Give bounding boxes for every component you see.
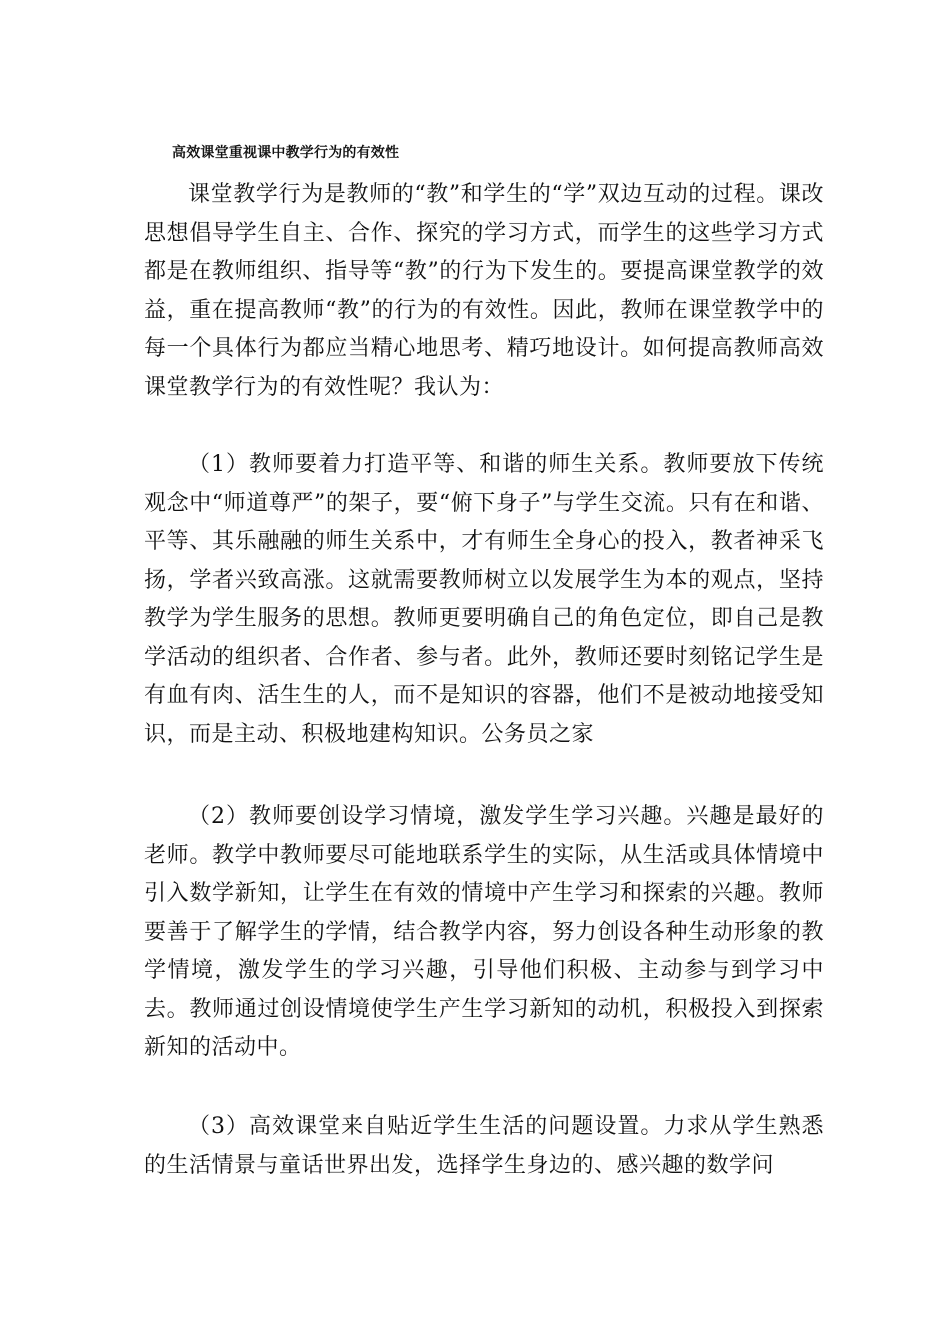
paragraph-point-3: （3）高效课堂来自贴近学生生活的问题设置。力求从学生熟悉的生活情景与童话世界出发，选择学生身边的、感兴趣的数学问 [144,1114,824,1178]
paragraph-point-1: （1）教师要着力打造平等、和谐的师生关系。教师要放下传统观念中“师道尊严”的架子，要“俯下身子”与学生交流。只有在和谐、平等、其乐融融的师生关系中，才有师生全身心的投入，教者神采飞扬，学者兴致高涨。这就需要教师树立以发展学生为本的观点，坚持教学为学生服务的思想。教师更要明确自己的角色定位，即自己是教学活动的组织者、合作者、参与者。此外，教师还要时刻铭记学生是有血有肉、活生生的人，而不是知识的容器，他们不是被动地接受知识，而是主动、积极地建构知识。公务员之家 [144,452,824,747]
document-title: 高效课堂重视课中教学行为的有效性 [172,145,400,161]
paragraph-intro: 课堂教学行为是教师的“教”和学生的“学”双边互动的过程。课改思想倡导学生自主、合作、探究的学习方式，而学生的这些学习方式都是在教师组织、指导等“教”的行为下发生的。要提高课堂教学的效益，重在提高教师“教”的行为的有效性。因此，教师在课堂教学中的每一个具体行为都应当精心地思考、精巧地设计。如何提高教师高效课堂教学行为的有效性呢？我认为： [144,182,824,400]
paragraph-point-2: （2）教师要创设学习情境，激发学生学习兴趣。兴趣是最好的老师。教学中教师要尽可能地联系学生的实际，从生活或具体情境中引入数学新知，让学生在有效的情境中产生学习和探索的兴趣。教师要善于了解学生的学情，结合教学内容，努力创设各种生动形象的教学情境，激发学生的学习兴趣，引导他们积极、主动参与到学习中去。教师通过创设情境使学生产生学习新知的动机，积极投入到探索新知的活动中。 [144,804,824,1060]
